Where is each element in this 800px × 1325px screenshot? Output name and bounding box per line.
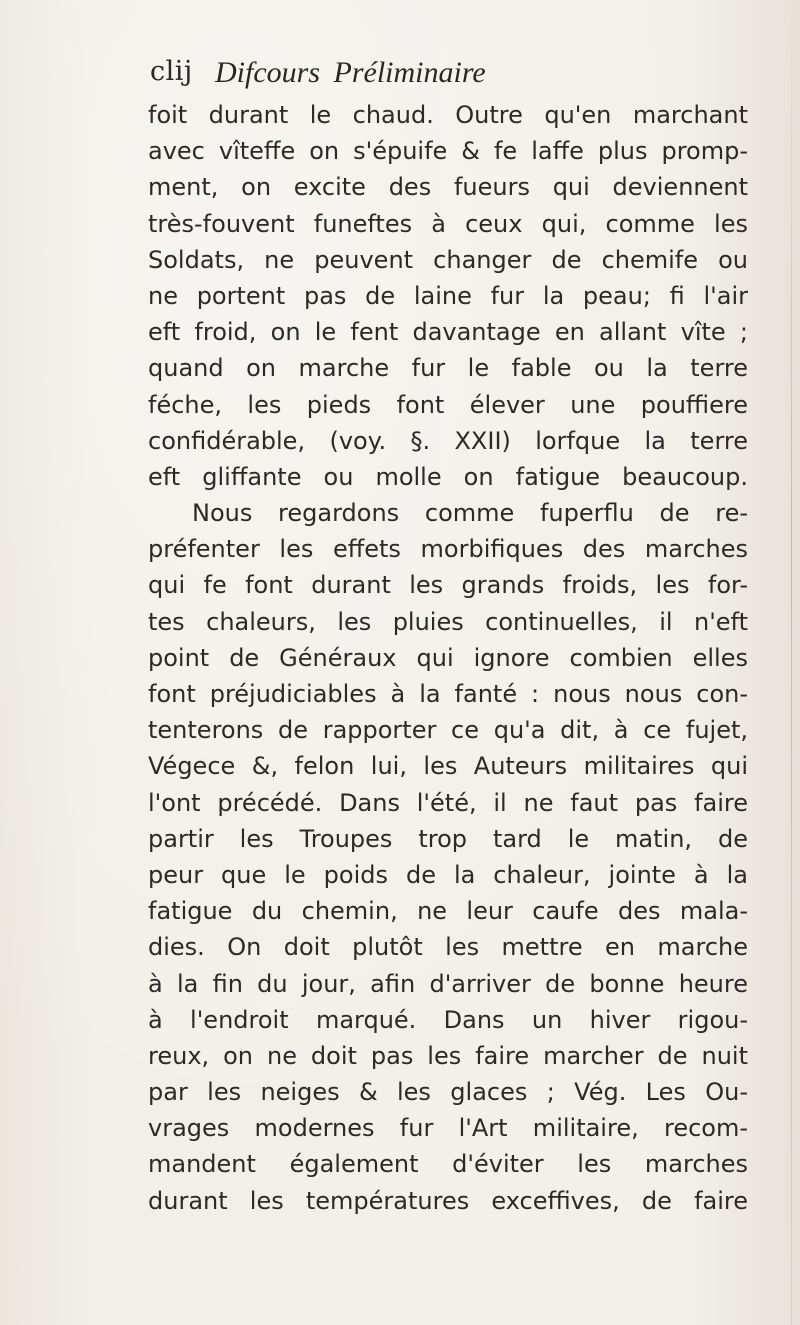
text-line: dies. On doit plutôt les mettre en marche bbox=[148, 933, 748, 962]
text-line: très-fouvent funeftes à ceux qui, comme les bbox=[148, 209, 748, 238]
text-line: féche, les pieds font élever une pouffiere bbox=[148, 390, 748, 419]
running-title: Difcours Préliminaire bbox=[215, 56, 486, 89]
text-line: quand on marche fur le fable ou la terre bbox=[148, 354, 748, 383]
text-line: à l'endroit marqué. Dans un hiver rigou- bbox=[148, 1005, 748, 1034]
page-header bbox=[150, 56, 710, 96]
page-edge-shadow bbox=[791, 0, 792, 1325]
text-line: durant les températures exceffives, de faire bbox=[148, 1186, 748, 1215]
text-line: font préjudiciables à la fanté : nous nous con- bbox=[148, 680, 748, 708]
text-line: reux, on ne doit pas les faire marcher de nuit bbox=[148, 1041, 748, 1070]
paragraph-start-line: Nous regardons comme fuperflu de re- bbox=[192, 499, 748, 528]
text-line: tenterons de rapporter ce qu'a dit, à ce fujet, bbox=[148, 716, 748, 745]
text-line: confidérable, (voy. §. XXII) lorfque la terre bbox=[148, 426, 748, 455]
text-line: fatigue du chemin, ne leur caufe des mala- bbox=[148, 897, 748, 926]
text-line: eft froid, on le fent davantage en allant vîte ; bbox=[148, 318, 748, 347]
text-line: partir les Troupes trop tard le matin, de bbox=[148, 824, 748, 853]
text-line: point de Généraux qui ignore combien elles bbox=[148, 643, 748, 672]
text-line: foit durant le chaud. Outre qu'en marchant bbox=[148, 101, 748, 129]
text-line: ment, on excite des fueurs qui deviennent bbox=[148, 173, 748, 202]
text-line: l'ont précédé. Dans l'été, il ne faut pas faire bbox=[148, 788, 748, 817]
text-line: préfenter les effets morbifiques des marches bbox=[148, 535, 748, 564]
body-text bbox=[148, 97, 748, 1219]
text-line: par les neiges & les glaces ; Vég. Les Ou- bbox=[148, 1078, 748, 1107]
text-line: avec vîteffe on s'épuife & fe laffe plus promp- bbox=[148, 137, 748, 166]
text-line: vrages modernes fur l'Art militaire, recom- bbox=[148, 1114, 748, 1143]
text-line: tes chaleurs, les pluies continuelles, il n'eft bbox=[148, 607, 748, 636]
text-line: qui fe font durant les grands froids, les for- bbox=[148, 571, 748, 600]
text-line: ne portent pas de laine fur la peau; fi l'air bbox=[148, 281, 748, 310]
text-line: eft gliffante ou molle on fatigue beaucoup. bbox=[148, 462, 748, 491]
text-line: mandent également d'éviter les marches bbox=[148, 1150, 748, 1179]
text-line: peur que le poids de la chaleur, jointe à la bbox=[148, 860, 748, 889]
text-line: Végece &, felon lui, les Auteurs militaires qui bbox=[148, 752, 748, 781]
page-number: clij bbox=[150, 56, 193, 87]
text-line: Soldats, ne peuvent changer de chemife ou bbox=[148, 245, 748, 274]
text-line: à la fin du jour, afin d'arriver de bonne heure bbox=[148, 969, 748, 998]
